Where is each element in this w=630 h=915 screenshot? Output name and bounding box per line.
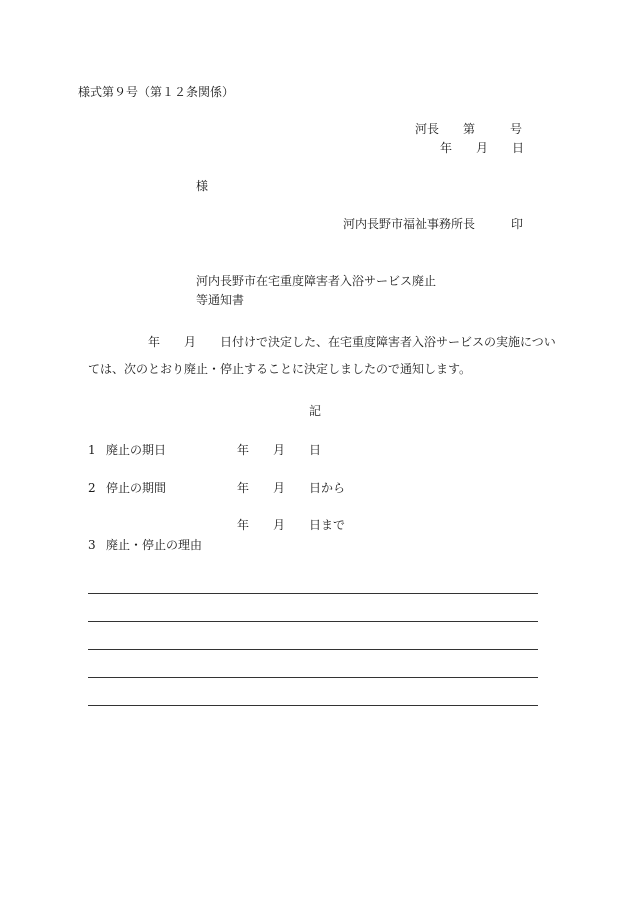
item-from-month: 月: [273, 481, 286, 495]
addressee-suffix: 様: [196, 179, 209, 193]
body-line1: 日付けで決定した、在宅重度障害者入浴サービスの実施につい: [220, 335, 556, 349]
reason-line: [88, 677, 538, 678]
reference-go: 号: [510, 122, 523, 136]
reference-dai: 第: [463, 122, 476, 136]
item-number: 3: [88, 538, 96, 552]
reason-line: [88, 649, 538, 650]
ki-heading: 記: [309, 404, 322, 418]
reason-line: [88, 621, 538, 622]
body-line2: ては、次のとおり廃止・停止することに決定しましたので通知します。: [88, 362, 472, 376]
reason-line: [88, 705, 538, 706]
item-month: 月: [273, 443, 286, 457]
item-year: 年: [237, 443, 250, 457]
item-label: 廃止・停止の理由: [106, 538, 203, 552]
issuer-seal: 印: [511, 217, 524, 231]
item-number: 1: [88, 443, 96, 457]
item-day: 日: [309, 443, 322, 457]
item-label: 廃止の期日: [106, 443, 167, 457]
form-number: 様式第９号（第１２条関係）: [78, 85, 235, 99]
item-to-month: 月: [273, 518, 286, 532]
item-from-year: 年: [237, 481, 250, 495]
item-from-day: 日から: [309, 481, 346, 495]
item-number: 2: [88, 481, 96, 495]
document-title-line1: 河内長野市在宅重度障害者入浴サービス廃止: [196, 274, 437, 288]
document-title-line2: 等通知書: [196, 293, 245, 307]
body-year: 年: [148, 335, 161, 349]
item-to-year: 年: [237, 518, 250, 532]
reason-line: [88, 593, 538, 594]
issue-date-day: 日: [512, 141, 525, 155]
issue-date-year: 年: [440, 141, 453, 155]
item-to-day: 日まで: [309, 518, 346, 532]
issue-date-month: 月: [476, 141, 489, 155]
item-label: 停止の期間: [106, 481, 167, 495]
reference-office: 河長: [415, 122, 440, 136]
issuer-name: 河内長野市福祉事務所長: [343, 217, 476, 231]
body-month: 月: [184, 335, 197, 349]
